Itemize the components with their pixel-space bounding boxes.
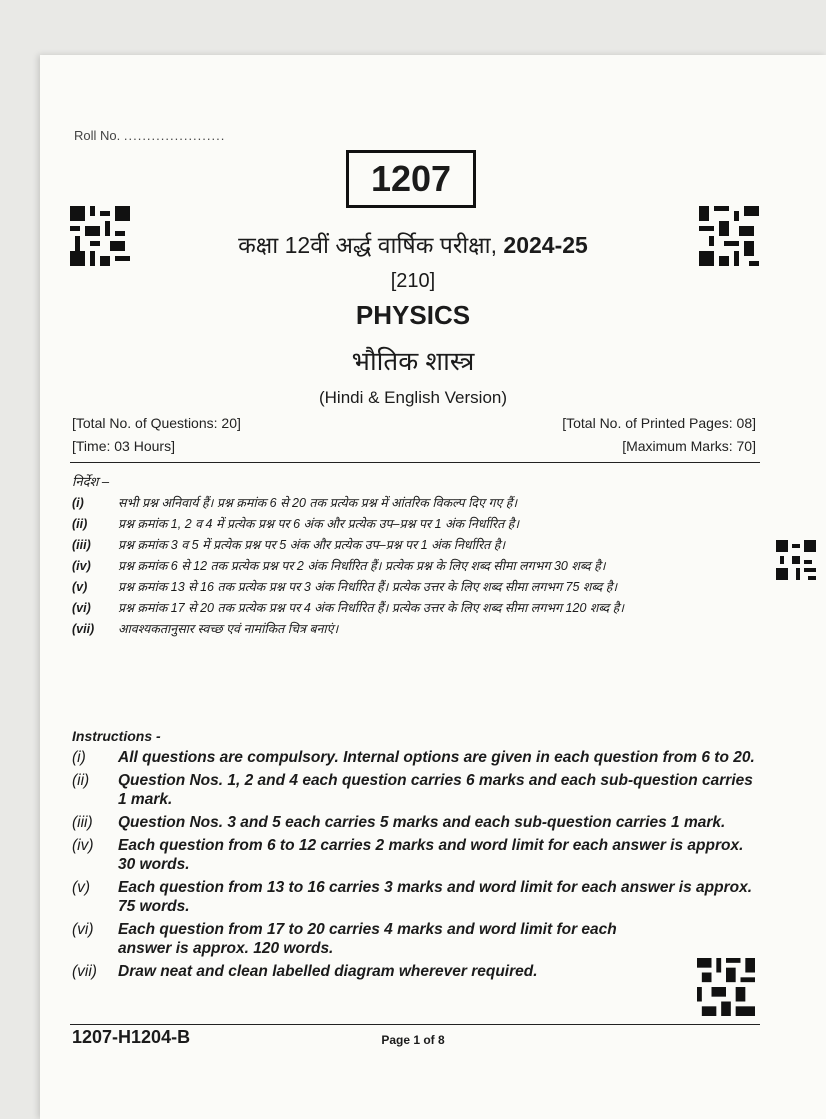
item-text: Question Nos. 3 and 5 each carries 5 marks and each sub-question carries 1 mark. — [118, 814, 726, 831]
item-number: (iv) — [72, 837, 94, 854]
item-text: All questions are compulsory. Internal options are given in each question from 6 to 20. — [118, 749, 755, 766]
list-item — [72, 836, 762, 874]
roll-number — [74, 128, 225, 143]
version-note: (Hindi & English Version) — [318, 388, 508, 407]
list-item — [72, 620, 762, 639]
item-text: सभी प्रश्न अनिवार्य हैं। प्रश्न क्रमांक 6 से 20 तक प्रत्येक प्रश्न में आंतरिक विकल्प दिए गए हैं। — [118, 496, 518, 510]
subject-hindi: भौतिक शास्त्र — [351, 346, 475, 376]
item-number: (ii) — [72, 772, 90, 789]
item-number: (vi) — [72, 601, 91, 615]
item-text: प्रश्न क्रमांक 13 से 16 तक प्रत्येक प्रश्न पर 3 अंक निर्धारित हैं। प्रत्येक उत्तर के लिए शब्द सीमा लगभग 75 शब्द है। — [118, 580, 618, 594]
list-item — [72, 962, 762, 981]
printed-pages: [Total No. of Printed Pages: 08] — [562, 415, 756, 431]
paper-code-box: 1207 — [346, 150, 476, 208]
exam-year: 2024-25 — [503, 232, 588, 258]
total-questions: [Total No. of Questions: 20] — [72, 415, 241, 431]
item-number: (iv) — [72, 559, 91, 573]
item-number: (iii) — [72, 538, 91, 552]
list-item — [72, 771, 762, 809]
roll-label: Roll No. — [74, 128, 121, 143]
item-text: Each question from 17 to 20 carries 4 marks and word limit for each answer is approx. 120 words. — [118, 921, 617, 957]
item-text: प्रश्न क्रमांक 3 व 5 में प्रत्येक प्रश्न पर 5 अंक और प्रत्येक उप–प्रश्न पर 1 अंक निर्धारित है। — [118, 538, 506, 552]
item-number: (vi) — [72, 921, 94, 938]
list-item — [72, 557, 762, 576]
exam-title — [0, 228, 826, 260]
hindi-instructions-heading: निर्देश – — [72, 474, 110, 489]
list-item — [72, 813, 762, 832]
item-text: Each question from 6 to 12 carries 2 marks and word limit for each answer is approx. 30 words. — [118, 837, 744, 873]
item-text: प्रश्न क्रमांक 1, 2 व 4 में प्रत्येक प्रश्न पर 6 अंक और प्रत्येक उप–प्रश्न पर 1 अंक निर्धारित है। — [118, 517, 520, 531]
list-item — [72, 748, 762, 767]
subject-english: PHYSICS — [355, 300, 471, 330]
item-text: प्रश्न क्रमांक 17 से 20 तक प्रत्येक प्रश्न पर 4 अंक निर्धारित हैं। प्रत्येक उत्तर के लिए शब्द सीमा लगभग 120 शब्द है। — [118, 601, 625, 615]
side-qr-code-icon — [776, 540, 816, 585]
roll-dots: ...................... — [123, 128, 226, 143]
item-number: (i) — [72, 749, 86, 766]
footer-divider — [70, 1024, 760, 1025]
list-item — [72, 878, 762, 916]
maximum-marks: [Maximum Marks: 70] — [622, 438, 756, 454]
list-item — [72, 599, 762, 618]
english-instructions-heading: Instructions - — [72, 728, 161, 744]
list-item — [72, 494, 762, 513]
item-text: आवश्यकतानुसार स्वच्छ एवं नामांकित चित्र बनाएं। — [118, 622, 339, 636]
exam-title-hindi: कक्षा 12वीं अर्द्ध वार्षिक परीक्षा, — [238, 232, 498, 258]
subject-code: [210] — [390, 270, 436, 292]
item-text: प्रश्न क्रमांक 6 से 12 तक प्रत्येक प्रश्न पर 2 अंक निर्धारित हैं। प्रत्येक प्रश्न के लिए शब्द सीमा लगभग 30 शब्द है। — [118, 559, 606, 573]
page-number: Page 1 of 8 — [381, 1033, 445, 1047]
item-number: (i) — [72, 496, 84, 510]
list-item — [72, 515, 762, 534]
item-number: (vii) — [72, 963, 97, 980]
item-text: Each question from 13 to 16 carries 3 marks and word limit for each answer is approx. 75 words. — [118, 879, 752, 915]
item-text: Question Nos. 1, 2 and 4 each question carries 6 marks and each sub-question carries 1 mark. — [118, 772, 753, 808]
footer-code: 1207-H1204-B — [72, 1027, 191, 1047]
list-item — [72, 920, 762, 958]
item-number: (iii) — [72, 814, 93, 831]
item-number: (v) — [72, 879, 91, 896]
list-item — [72, 536, 762, 555]
list-item — [72, 578, 762, 597]
english-instructions-list — [72, 748, 762, 985]
hindi-instructions-list — [72, 494, 762, 641]
item-number: (ii) — [72, 517, 88, 531]
item-number: (vii) — [72, 622, 95, 636]
item-text: Draw neat and clean labelled diagram wherever required. — [118, 963, 538, 980]
divider — [70, 462, 760, 463]
time-limit: [Time: 03 Hours] — [72, 438, 175, 454]
item-number: (v) — [72, 580, 88, 594]
